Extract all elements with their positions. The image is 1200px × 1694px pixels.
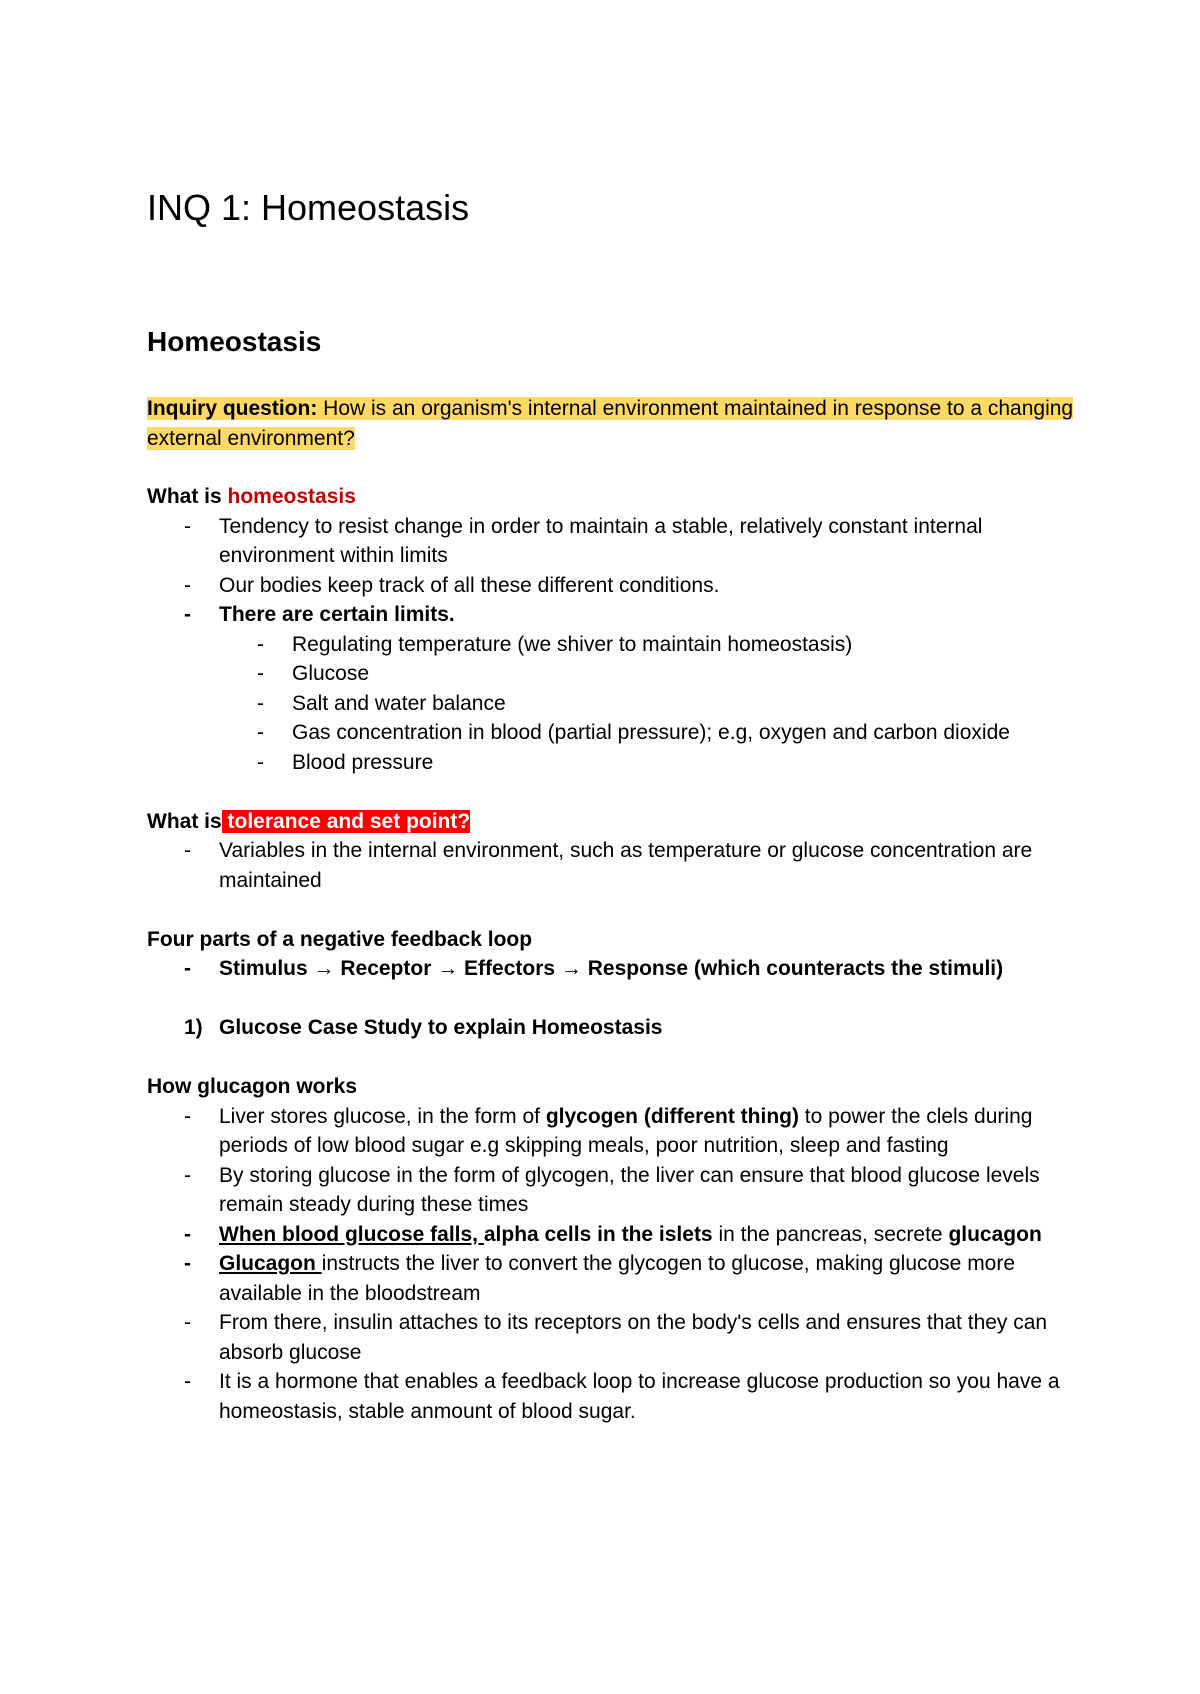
tolerance-list [147,836,1077,895]
document-title: INQ 1: Homeostasis [147,187,470,228]
list-item-limits: - There are certain limits. [147,600,1077,630]
feedback-loop-steps: - Stimulus → Receptor → Effectors → Response (which counteracts the stimuli) [147,954,1077,984]
inquiry-text: How is an organism's internal environment maintained in response to a changing external environment? [147,397,1074,450]
list-item: - Tendency to resist change in order to maintain a stable, relatively constant internal environment within limits [147,512,1077,571]
feedback-loop-label: Four parts of a negative feedback loop [147,927,533,951]
sub-list-item: - Gas concentration in blood (partial pressure); e.g, oxygen and carbon dioxide [147,718,1077,748]
glucagon-label: How glucagon works [147,1075,358,1098]
sub-list-item: - Glucose [147,659,1077,689]
section-heading: Homeostasis [147,326,322,357]
glucagon-underlined: Glucagon [219,1252,322,1275]
case-study-heading [147,1013,1077,1043]
glucagon-term: glucagon [948,1222,1042,1246]
list-item: - Variables in the internal environment, such as temperature or glucose concentration are maintained [147,836,1077,895]
list-item [147,1249,1077,1308]
alpha-cells-term: alpha cells in the islets [483,1222,713,1246]
glycogen-term: glycogen (different thing) [545,1104,799,1128]
list-item: - Our bodies keep track of all these different conditions. [147,571,1077,601]
homeostasis-question-label [147,482,1077,512]
document-body [147,394,1077,1426]
item-text: in the pancreas, secrete [712,1222,949,1246]
tolerance-question-label [147,807,1077,837]
list-item [147,1220,1077,1250]
label-prefix: What is [147,485,228,508]
list-item: - It is a hormone that enables a feedback loop to increase glucose production so you have a homeostasis, stable anmount of blood sugar. [147,1367,1077,1426]
case-study-number: 1) [184,1016,203,1039]
inquiry-label: Inquiry question: [147,397,318,420]
homeostasis-term: homeostasis [227,485,356,508]
feedback-loop-list [147,954,1077,984]
homeostasis-list [147,512,1077,630]
sub-list-item: - Salt and water balance [147,689,1077,719]
item-text: Liver stores glucose, in the form of [219,1104,546,1128]
list-item [147,1102,1077,1161]
item-text: to power the clels during periods of low blood sugar e.g skipping meals, poor nutrition, sleep and fasting [219,1104,1033,1157]
sub-list-item: - Blood pressure [147,748,1077,778]
tolerance-term: tolerance and set point? [221,809,471,833]
case-study-title: Glucose Case Study to explain Homeostasis [219,1016,663,1039]
inquiry-question [147,394,1077,453]
glucagon-list [147,1102,1077,1427]
limits-sublist [147,630,1077,778]
sub-list-item: - Regulating temperature (we shiver to maintain homeostasis) [147,630,1077,660]
blood-glucose-falls: When blood glucose falls, [219,1222,484,1246]
item-text: instructs the liver to convert the glycogen to glucose, making glucose more available in the bloodstream [219,1252,1016,1305]
label-prefix: What is [147,809,222,833]
list-item: - By storing glucose in the form of glycogen, the liver can ensure that blood glucose levels remain steady during these times [147,1161,1077,1220]
list-item: - From there, insulin attaches to its receptors on the body's cells and ensures that they can absorb glucose [147,1308,1077,1367]
